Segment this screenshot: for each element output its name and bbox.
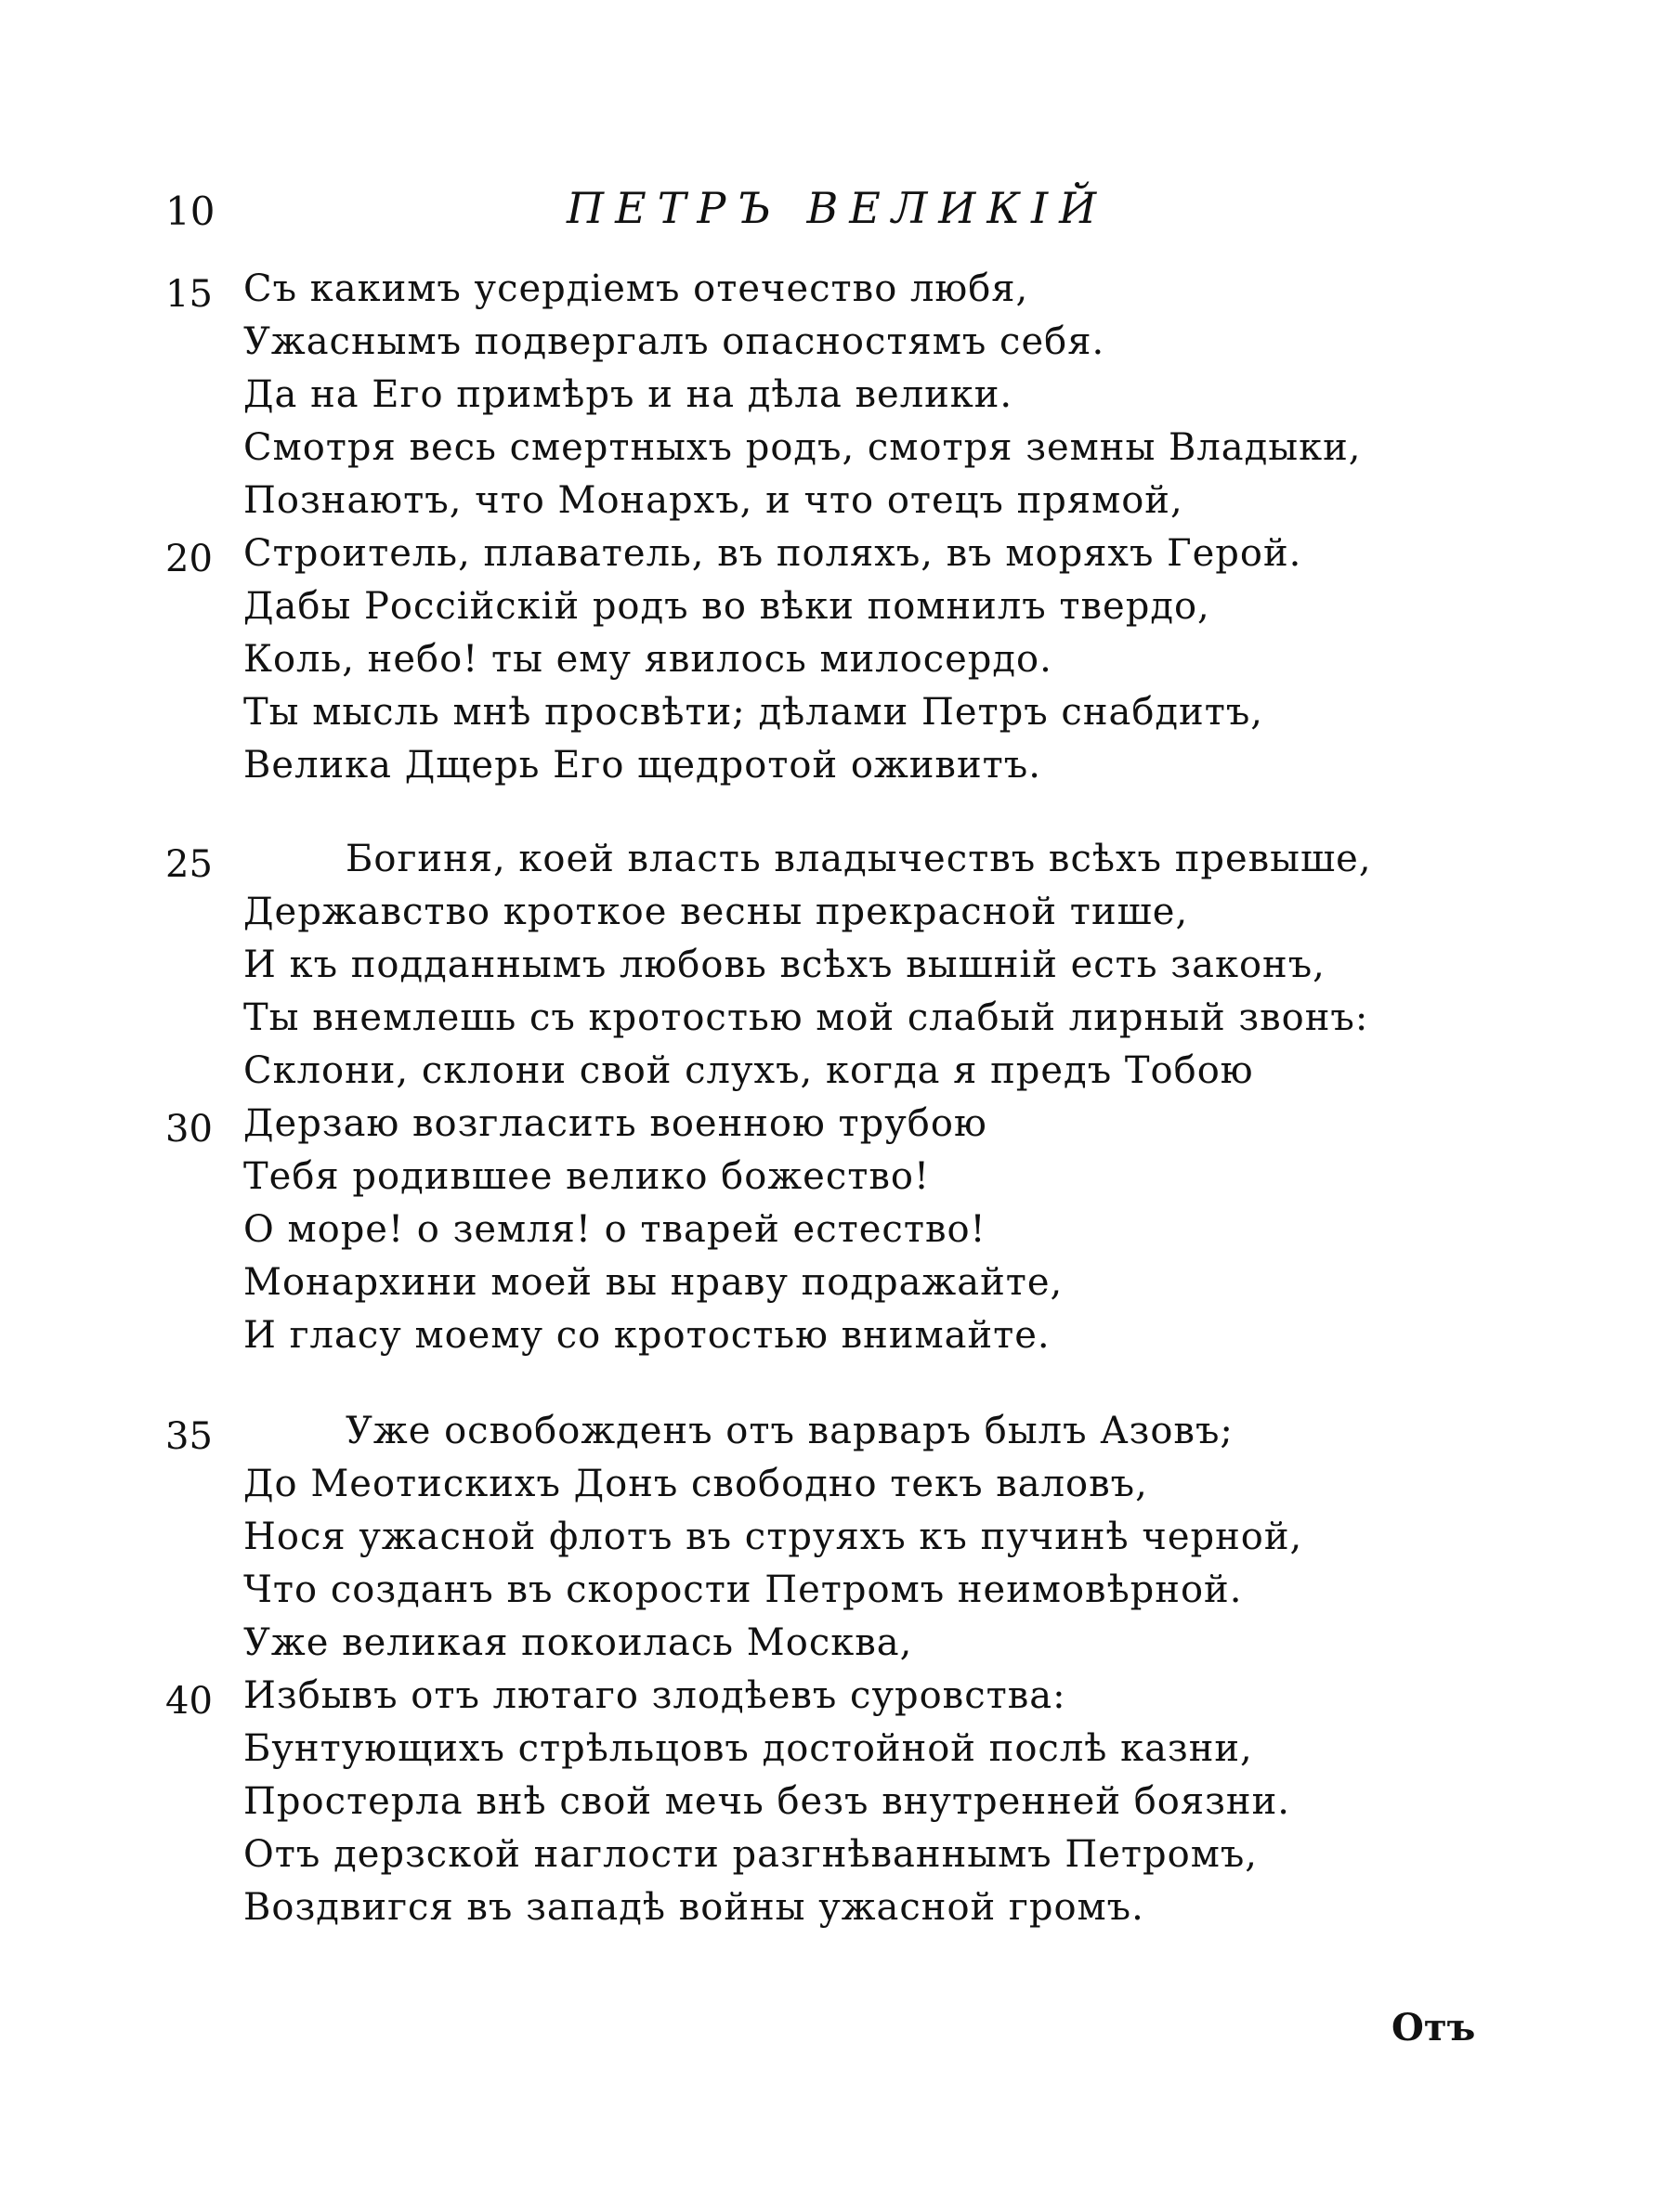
line-number: 15: [165, 273, 213, 316]
verse-text: Велика Дщерь Его щедротой оживитъ.: [243, 744, 1041, 787]
verse-line: [0, 1261, 1659, 1313]
verse-line: [0, 426, 1659, 478]
line-number: 40: [165, 1680, 213, 1723]
verse-line: [0, 1155, 1659, 1207]
verse-text: Ты внемлешь съ кротостью мой слабый лирный звонъ:: [243, 996, 1369, 1039]
verse-line: [0, 320, 1659, 372]
verse-text: И къ подданнымъ любовь всѣхъ вышній есть законъ,: [243, 943, 1326, 986]
catchword: Отъ: [1391, 2006, 1476, 2049]
verse-line: [0, 1463, 1659, 1515]
verse-text: И гласу моему со кротостью внимайте.: [243, 1314, 1051, 1357]
line-number: 20: [165, 538, 213, 580]
verse-line: [0, 585, 1659, 637]
verse-line: [0, 744, 1659, 796]
verse-line: [0, 1674, 1659, 1726]
verse-text: Что созданъ въ скорости Петромъ неимовѣрной.: [243, 1568, 1243, 1611]
verse-line: [0, 1102, 1659, 1154]
verse-text: Тебя родившее велико божество!: [243, 1155, 931, 1198]
verse-text: Познаютъ, что Монархъ, и что отецъ прямой,: [243, 479, 1183, 522]
verse-line: [0, 943, 1659, 995]
verse-text: Бунтующихъ стрѣльцовъ достойной послѣ казни,: [243, 1727, 1253, 1770]
line-number: 25: [165, 843, 213, 886]
line-number: 35: [165, 1415, 213, 1458]
verse-line: [0, 1568, 1659, 1620]
verse-text: Строитель, плаватель, въ поляхъ, въ моряхъ Герой.: [243, 532, 1302, 575]
verse-line: [0, 1516, 1659, 1568]
verse-line: [0, 267, 1659, 319]
verse-text: Простерла внѣ свой мечь безъ внутренней боязни.: [243, 1780, 1290, 1823]
verse-line: [0, 1314, 1659, 1366]
verse-text: Да на Его примѣръ и на дѣла велики.: [243, 373, 1013, 416]
verse-text: Смотря весь смертныхъ родъ, смотря земны Владыки,: [243, 426, 1362, 469]
verse-text: Нося ужасной флотъ въ струяхъ къ пучинѣ черной,: [243, 1516, 1303, 1558]
verse-text: Ужаснымъ подвергалъ опасностямъ себя.: [243, 320, 1105, 363]
verse-text: Воздвигся въ западѣ войны ужасной громъ.: [243, 1886, 1144, 1929]
verse-text: Склони, склони свой слухъ, когда я предъ Тобою: [243, 1049, 1254, 1092]
verse-text: Избывъ отъ лютаго злодѣевъ суровства:: [243, 1674, 1066, 1717]
verse-line: [0, 1886, 1659, 1938]
verse-text: Дабы Россійскій родъ во вѣки помнилъ твердо,: [243, 585, 1210, 628]
verse-text: Съ какимъ усердіемъ отечество любя,: [243, 267, 1029, 310]
verse-line: [0, 1410, 1659, 1462]
verse-text: Уже освобожденъ отъ варваръ былъ Азовъ;: [346, 1410, 1234, 1452]
verse-text: Уже великая покоилась Москва,: [243, 1621, 913, 1664]
page-header: [0, 181, 1659, 246]
verse-text: Коль, небо! ты ему явилось милосердо.: [243, 638, 1052, 681]
verse-text: До Меотискихъ Донъ свободно текъ валовъ,: [243, 1463, 1148, 1505]
running-title: ПЕТРЪ ВЕЛИКІЙ: [567, 183, 1108, 233]
verse-line: [0, 479, 1659, 531]
verse-line: [0, 1208, 1659, 1260]
line-number: 30: [165, 1108, 213, 1151]
verse-line: [0, 638, 1659, 690]
verse-text: Монархини моей вы нраву подражайте,: [243, 1261, 1064, 1304]
verse-line: [0, 373, 1659, 425]
verse-line: [0, 1621, 1659, 1673]
verse-text: Державство кроткое весны прекрасной тише,: [243, 891, 1189, 933]
verse-text: Отъ дерзской наглости разгнѣваннымъ Петромъ,: [243, 1833, 1258, 1876]
page-number: 10: [165, 189, 216, 234]
verse-text: Ты мысль мнѣ просвѣти; дѣлами Петръ снабдитъ,: [243, 691, 1263, 734]
verse-line: [0, 1833, 1659, 1885]
verse-text: О море! о земля! о тварей естество!: [243, 1208, 986, 1251]
verse-line: [0, 1727, 1659, 1779]
verse-line: [0, 1049, 1659, 1101]
verse-line: [0, 691, 1659, 743]
verse-line: [0, 891, 1659, 943]
verse-line: [0, 1780, 1659, 1832]
verse-line: [0, 532, 1659, 584]
verse-line: [0, 838, 1659, 890]
verse-text: Дерзаю возгласить военною трубою: [243, 1102, 987, 1145]
verse-text: Богиня, коей власть владычествъ всѣхъ превыше,: [346, 838, 1372, 880]
verse-line: [0, 996, 1659, 1048]
